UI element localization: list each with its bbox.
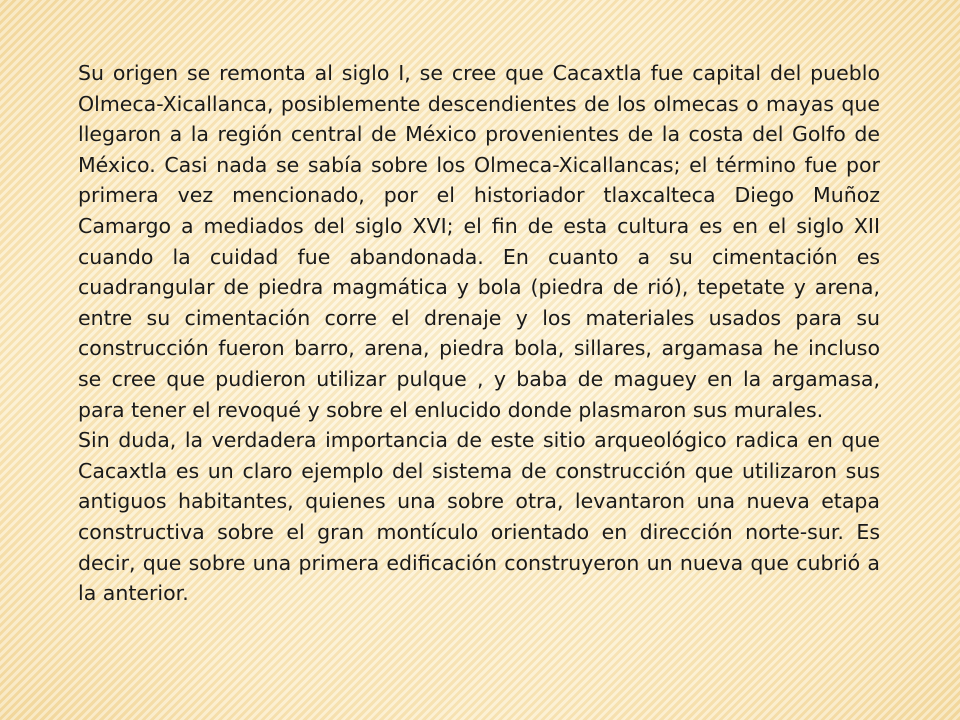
paragraph-origin: Su origen se remonta al siglo I, se cree que Cacaxtla fue capital del pueblo Olmeca-Xicallanca, posiblemente descendientes de los olmecas o mayas que llegaron a la región central de México provenientes de la costa del Golfo de México. Casi nada se sabía sobre los Olmeca-Xicallancas; el término fue por primera vez mencionado, por el historiador tlaxcalteca Diego Muñoz Camargo a mediados del siglo XVI; el fin de esta cultura es en el siglo XII cuando la cuidad fue abandonada. En cuanto a su cimentación es cuadrangular de piedra magmática y bola (piedra de rió), tepetate y arena, entre su cimentación corre el drenaje y los materiales usados para su construcción fueron barro, arena, piedra bola, sillares, argamasa he incluso se cree que pudieron utilizar pulque , y baba de maguey en la argamasa, para tener el revoqué y sobre el enlucido donde plasmaron sus murales. bbox=[78, 61, 880, 422]
paragraph-importance: Sin duda, la verdadera importancia de este sitio arqueológico radica en que Cacaxtla es un claro ejemplo del sistema de construcción que utilizaron sus antiguos habitantes, quienes una sobre otra, levantaron una nueva etapa constructiva sobre el gran montículo orientado en dirección norte-sur. Es decir, que sobre una primera edificación construyeron un nueva que cubrió a la anterior. bbox=[78, 428, 880, 606]
slide-text-body bbox=[78, 58, 880, 609]
